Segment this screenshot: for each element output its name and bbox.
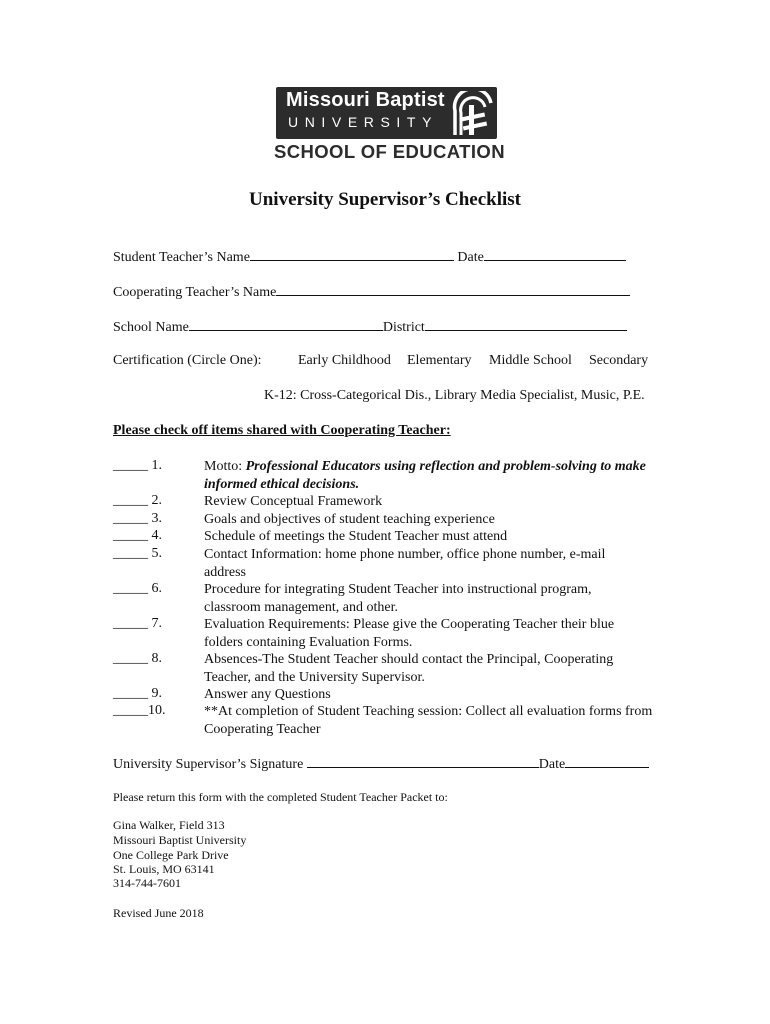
checklist-number[interactable]: _____ 3. <box>113 511 162 526</box>
cert-option-early-childhood[interactable]: Early Childhood <box>298 353 391 368</box>
cooperating-teacher-row <box>113 283 630 301</box>
revised-date: Revised June 2018 <box>113 906 204 920</box>
checklist-number[interactable]: _____ 2. <box>113 493 162 508</box>
logo-school-of-education: SCHOOL OF EDUCATION <box>274 141 505 162</box>
signature-field[interactable] <box>307 755 539 768</box>
checklist-item-text <box>204 458 674 493</box>
address-line: Missouri Baptist University <box>113 833 247 847</box>
school-row <box>113 318 627 336</box>
signature-label: University Supervisor’s Signature <box>113 757 307 772</box>
cert-option-k12[interactable]: K-12: Cross-Categorical Dis., Library Media Specialist, Music, P.E. <box>264 388 645 403</box>
date-field[interactable] <box>484 248 626 261</box>
checklist-number[interactable]: _____ 4. <box>113 528 162 543</box>
checklist-number[interactable]: _____ 6. <box>113 581 162 596</box>
signature-row <box>113 755 649 773</box>
address-line: Gina Walker, Field 313 <box>113 818 225 832</box>
school-name-field[interactable] <box>189 318 383 331</box>
checklist-number[interactable]: _____ 8. <box>113 651 162 666</box>
checklist-instructions: Please check off items shared with Cooperating Teacher: <box>113 423 451 438</box>
cert-option-secondary[interactable]: Secondary <box>589 353 649 368</box>
page-title: University Supervisor’s Checklist <box>249 189 521 210</box>
logo-cross-mark-icon <box>451 91 493 137</box>
checklist-item-text: Procedure for integrating Student Teacher into instructional program, classroom management, and other. <box>204 582 592 615</box>
checklist-item-text: Absences-The Student Teacher should contact the Principal, Cooperating Teacher, and the University Supervisor. <box>204 652 614 685</box>
cert-option-elementary[interactable]: Elementary <box>407 353 472 368</box>
student-teacher-row <box>113 248 626 266</box>
cooperating-teacher-label: Cooperating Teacher’s Name <box>113 285 277 300</box>
checklist-item-text: Schedule of meetings the Student Teacher must attend <box>204 529 508 544</box>
checklist-number[interactable]: _____ 7. <box>113 616 162 631</box>
logo-university-word: UNIVERSITY <box>288 114 439 130</box>
student-teacher-field[interactable] <box>250 248 454 261</box>
return-note: Please return this form with the completed Student Teacher Packet to: <box>113 790 448 804</box>
logo-university-name: Missouri Baptist <box>286 89 445 111</box>
address-phone: 314-744-7601 <box>113 876 181 890</box>
address-line: St. Louis, MO 63141 <box>113 862 215 876</box>
checklist-item-text: Contact Information: home phone number, office phone number, e-mail address <box>204 547 606 580</box>
checklist-number[interactable]: _____10. <box>113 703 166 718</box>
checklist-number[interactable]: _____ 9. <box>113 686 162 701</box>
date-label: Date <box>457 250 484 265</box>
checklist-item-text: Review Conceptual Framework <box>204 494 383 509</box>
signature-date-label: Date <box>538 757 566 772</box>
checklist-number[interactable]: _____ 5. <box>113 546 162 561</box>
checklist-number[interactable]: _____ 1. <box>113 458 162 473</box>
checklist-item-text: Answer any Questions <box>204 687 331 702</box>
signature-date-field[interactable] <box>565 755 649 768</box>
district-field[interactable] <box>425 318 627 331</box>
school-name-label: School Name <box>113 320 189 335</box>
checklist-item-text: Evaluation Requirements: Please give the Cooperating Teacher their blue folders containing Evaluation Forms. <box>204 617 615 650</box>
cooperating-teacher-field[interactable] <box>276 283 630 296</box>
checklist-item-text: Goals and objectives of student teaching experience <box>204 512 495 527</box>
address-line: One College Park Drive <box>113 848 229 862</box>
motto-text: Professional Educators using reflection and problem-solving to make informed ethical decisions. <box>204 459 646 492</box>
cert-option-middle-school[interactable]: Middle School <box>489 353 572 368</box>
motto-prefix: Motto: <box>204 459 246 474</box>
student-teacher-label: Student Teacher’s Name <box>113 250 250 265</box>
district-label: District <box>382 320 425 335</box>
certification-label: Certification (Circle One): <box>113 353 262 368</box>
checklist-item-text: **At completion of Student Teaching session: Collect all evaluation forms from Cooperating Teacher <box>204 704 653 737</box>
